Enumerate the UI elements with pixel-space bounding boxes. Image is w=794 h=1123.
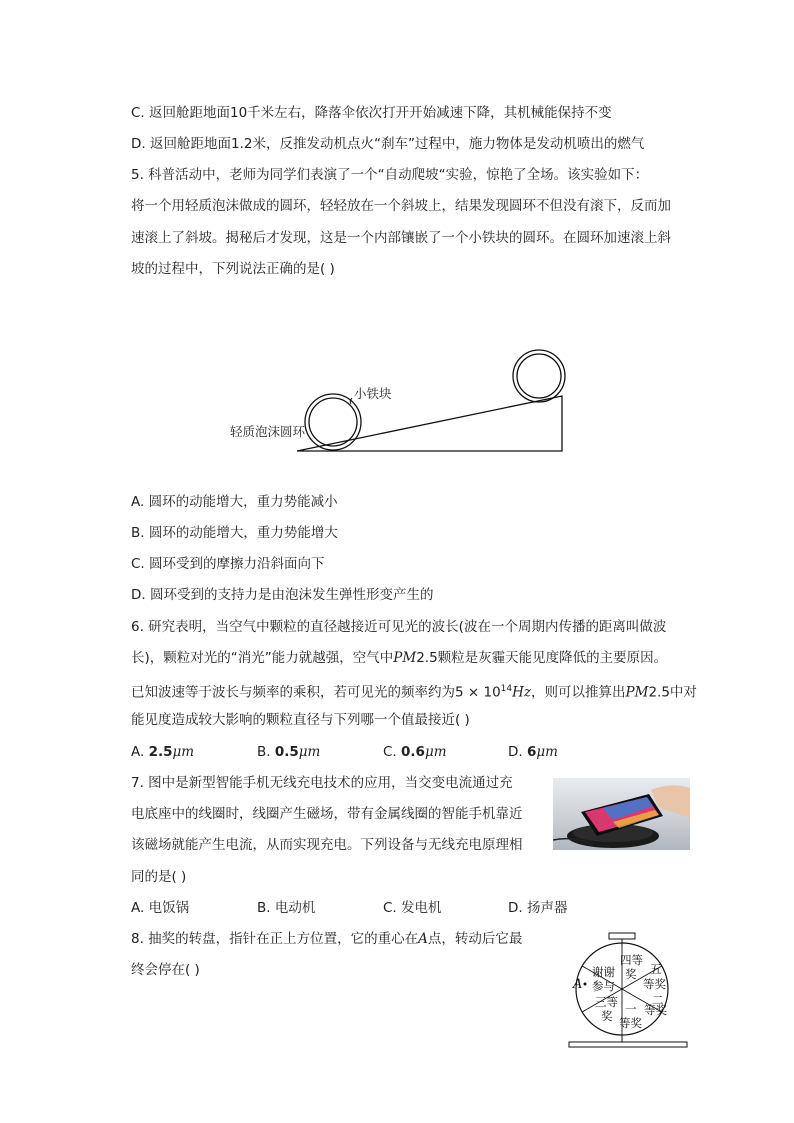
svg-text:谢谢 <box>592 965 615 979</box>
phone-charger-illustration <box>553 778 690 850</box>
ring-top-outer <box>513 350 565 402</box>
q7-option-b: B. 电动机 <box>257 900 316 916</box>
ring-top-inner <box>517 354 561 398</box>
q5-stem-line3: 速滚上了斜坡。揭秘后才发现，这是一个内部镶嵌了一个小铁块的圆环。在圆环加速滚上斜 <box>131 230 671 246</box>
q6-option-a: A. 2.5μm <box>131 744 195 760</box>
q7-option-a: A. 电饭锅 <box>131 900 190 916</box>
sector-thanks-l2: 参与 <box>592 979 615 993</box>
slope <box>297 396 562 451</box>
svg-text:等奖 <box>619 1016 642 1030</box>
q4-option-c: C. 返回舱距地面10千米左右，降落伞依次打开开始减速下降，其机械能保持不变 <box>131 105 612 121</box>
svg-text:三等 <box>595 995 618 1009</box>
sector-5th-l2: 等奖 <box>643 977 666 991</box>
center-of-gravity-point <box>584 983 587 986</box>
svg-text:一 <box>625 1002 637 1016</box>
q7-stem-line3: 该磁场就能产生电流，从而实现充电。下列设备与无线充电原理相 <box>131 837 523 853</box>
svg-text:四等 <box>620 953 643 967</box>
svg-text:等奖 <box>644 1003 667 1017</box>
q4-option-d: D. 返回舱距地面1.2米，反推发动机点火“刹车”过程中，施力物体是发动机喷出的燃气 <box>131 136 645 152</box>
q5-stem-line2: 将一个用轻质泡沫做成的圆环，轻轻放在一个斜坡上，结果发现圆环不但没有滚下，反而加 <box>131 198 671 214</box>
q6-option-d: D. 6μm <box>508 744 558 760</box>
q7-option-d: D. 扬声器 <box>508 900 568 916</box>
q6-option-c: C. 0.6μm <box>383 744 447 760</box>
sector-1st-l2: 等奖 <box>619 1016 642 1030</box>
q7-stem-line2: 电底座中的线圈时，线圈产生磁场，带有金属线圈的智能手机靠近 <box>131 806 523 822</box>
wireless-charging-photo <box>553 778 690 850</box>
sector-4th-l1: 四等 <box>620 953 643 967</box>
q5-stem-line4: 坡的过程中，下列说法正确的是( ) <box>131 261 335 277</box>
q5-option-b: B. 圆环的动能增大，重力势能增大 <box>131 525 338 541</box>
svg-text:奖 <box>625 967 637 981</box>
q7-stem-line1: 7. 图中是新型智能手机无线充电技术的应用，当交变电流通过充 <box>131 775 513 791</box>
point-a-label: A <box>573 977 583 992</box>
sector-5th-l1: 五 <box>650 962 662 976</box>
q5-option-a: A. 圆环的动能增大，重力势能减小 <box>131 494 338 510</box>
q7-stem-line4: 同的是( ) <box>131 869 187 885</box>
q5-option-d: D. 圆环受到的支持力是由泡沫发生弹性形变产生的 <box>131 587 434 603</box>
sector-2nd-l1: 二 <box>652 993 664 1007</box>
q6-stem-line4: 能见度造成较大影响的颗粒直径与下列哪一个值最接近( ) <box>131 712 470 728</box>
q7-option-c: C. 发电机 <box>383 900 442 916</box>
prize-wheel-figure <box>565 930 695 1050</box>
sector-3rd-l2: 奖 <box>601 1009 613 1023</box>
q5-option-c: C. 圆环受到的摩擦力沿斜面向下 <box>131 556 325 572</box>
ring-bottom-inner <box>309 398 357 446</box>
q6-stem-line2: 长)，颗粒对光的“消光”能力就越强，空气中PM2.5颗粒是灰霾天能见度降低的主要原因。 <box>131 650 668 666</box>
sector-3rd-l1: 三等 <box>595 995 618 1009</box>
svg-text:等奖 <box>643 977 666 991</box>
ring-bottom-outer <box>305 394 361 450</box>
sector-1st-l1: 一 <box>625 1002 637 1016</box>
q6-stem-line3: 已知波速等于波长与频率的乘积，若可见光的频率约为$5 \times 10^{14}Hz$，则可以推算出PM2.5中对 <box>131 684 697 701</box>
q5-stem-line1: 5. 科普活动中，老师为同学们表演了一个“自动爬坡“实验，惊艳了全场。该实验如下： <box>131 167 649 183</box>
q8-stem-line2: 终会停在( ) <box>131 962 200 978</box>
label-iron-block: 小铁块 <box>354 386 392 401</box>
sector-thanks-l1: 谢谢 <box>592 965 615 979</box>
svg-text:五 <box>650 962 662 976</box>
sector-4th-l2: 奖 <box>625 967 637 981</box>
q8-stem-line1: 8. 抽奖的转盘，指针在正上方位置，它的重心在A点，转动后它最 <box>131 931 523 947</box>
sector-2nd-l2: 等奖 <box>644 1003 667 1017</box>
q6-option-b: B. 0.5μm <box>257 744 321 760</box>
q6-stem-line1: 6. 研究表明，当空气中颗粒的直径越接近可见光的波长(波在一个周期内传播的距离叫做波 <box>131 619 667 635</box>
svg-text:奖 <box>601 1009 613 1023</box>
q5-ramp-figure <box>0 340 794 460</box>
svg-text:参与 <box>592 979 615 993</box>
label-foam-ring: 轻质泡沫圆环 <box>230 424 306 439</box>
